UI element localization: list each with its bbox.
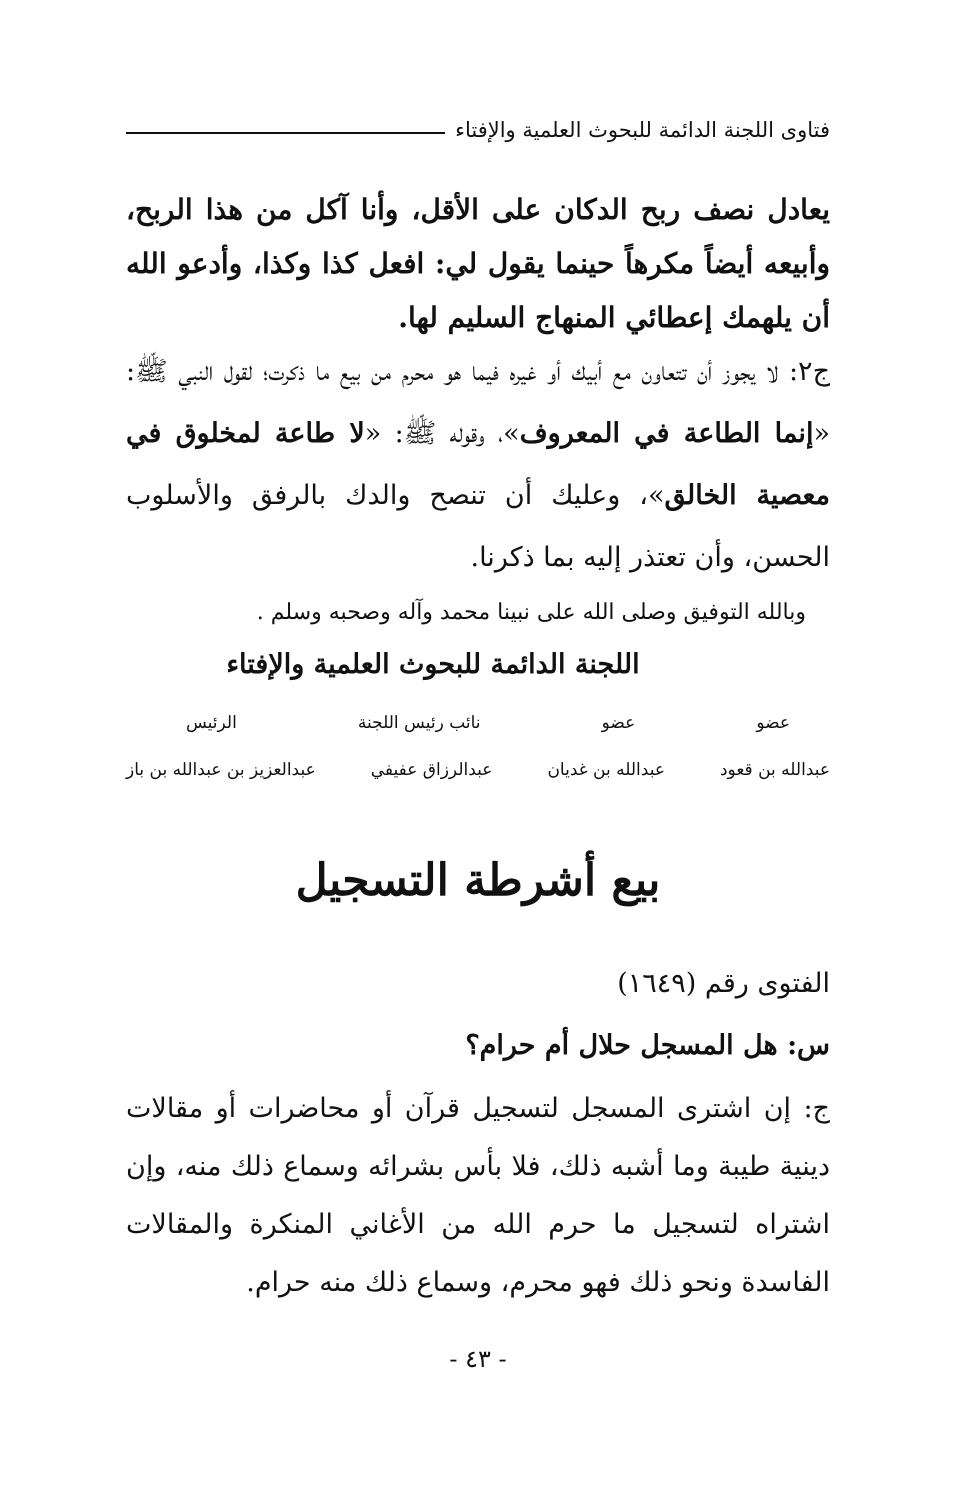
signature-names xyxy=(126,760,830,780)
signature-title: نائب رئيس اللجنة xyxy=(357,713,481,733)
signature-name: عبدالعزيز بن عبدالله بن باز xyxy=(126,760,316,780)
hadith-quote-2: لا طاعة لمخلوق في معصية الخالق xyxy=(126,418,830,511)
signature-title: عضو xyxy=(601,713,636,733)
signature-name: عبدالله بن غديان xyxy=(547,760,665,780)
committee-name: اللجنة الدائمة للبحوث العلمية والإفتاء xyxy=(226,649,640,680)
running-header xyxy=(126,118,830,142)
answer-paragraph-2: ج: إن اشترى المسجل لتسجيل قرآن أو محاضرات أو مقالات دينية طيبة وما أشبه ذلك، فلا بأس بشرائه وسماع ذلك منه، وإن اشتراه لتسجيل ما حرم الله من الأغاني المنكرة والمقالات الفاسدة ونحو ذلك فهو محرم، وسماع ذلك منه حرام. xyxy=(126,1093,830,1298)
page-number: - ٤٣ - xyxy=(449,1345,507,1373)
closing-line: وبالله التوفيق وصلى الله على نبينا محمد وآله وصحبه وسلم . xyxy=(256,600,806,625)
fatwa-number: الفتوى رقم (١٦٤٩) xyxy=(617,968,830,999)
section-title: بيع أشرطة التسجيل xyxy=(295,855,661,906)
signature-title: عضو xyxy=(756,713,790,733)
hadith-quote-1: إنما الطاعة في المعروف xyxy=(519,418,814,449)
answer-text-1: ج٢: لا يجوز أن تتعاون مع أبيك أو غيره فيما هو محرم من بيع ما ذكرت؛ لقول النبي ﷺ: « xyxy=(126,356,830,449)
question-continuation: يعادل نصف ربح الدكان على الأقل، وأنا آكل من هذا الربح، وأبيعه أيضاً مكرهاً حينما يقول لي: افعل كذا وكذا، وأدعو الله أن يلهمك إعطائي المنهاج السليم لها. xyxy=(126,193,830,334)
question-heading: س: هل المسجل حلال أم حرام؟ xyxy=(465,1030,830,1061)
header-rule xyxy=(126,132,445,134)
signature-titles xyxy=(126,713,830,733)
signature-name: عبدالرزاق عفيفي xyxy=(370,760,493,780)
answer-paragraph xyxy=(126,341,830,589)
signature-name: عبدالله بن قعود xyxy=(719,760,830,780)
answer-text-2: »، وقوله ﷺ: « xyxy=(364,418,520,449)
answer-text-3: »، وعليك أن تنصح والدك بالرفق والأسلوب الحسن، وأن تعتذر إليه بما ذكرنا. xyxy=(126,480,830,573)
signature-title: الرئيس xyxy=(186,713,237,733)
running-title: فتاوى اللجنة الدائمة للبحوث العلمية والإفتاء xyxy=(455,118,830,142)
